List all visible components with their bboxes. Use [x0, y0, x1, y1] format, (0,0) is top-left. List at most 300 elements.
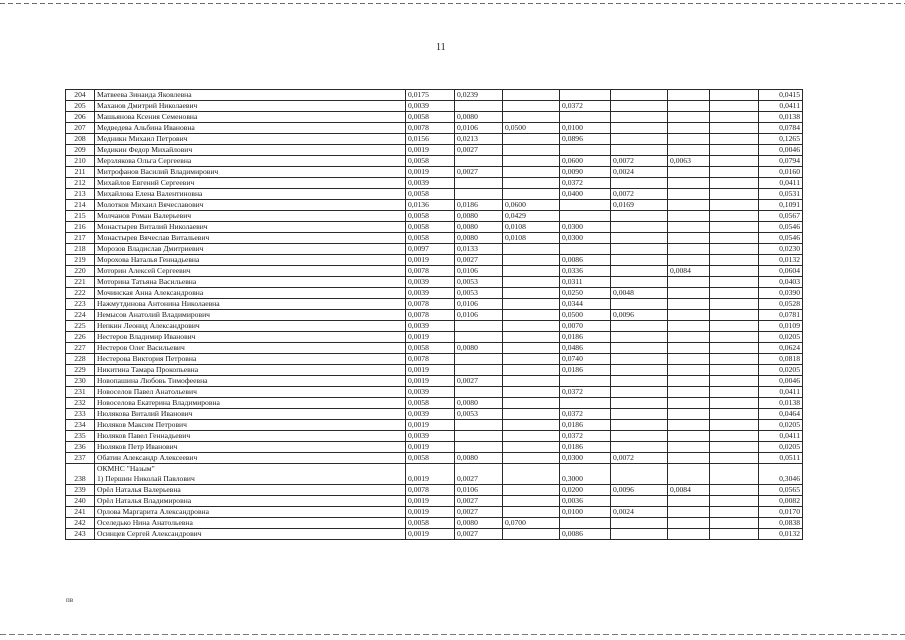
share-total-cell: 0,0624 [759, 343, 803, 354]
share-total-cell: 0,1091 [759, 200, 803, 211]
share-value-cell [668, 507, 710, 518]
share-value-cell [455, 101, 503, 112]
share-value-cell: 0,0053 [455, 288, 503, 299]
share-value-cell [710, 507, 759, 518]
share-total-cell: 0,0781 [759, 310, 803, 321]
share-value-cell: 0,0078 [406, 266, 455, 277]
row-number: 225 [66, 321, 95, 332]
share-value-cell [611, 233, 668, 244]
row-number: 234 [66, 420, 95, 431]
share-value-cell [611, 496, 668, 507]
share-value-cell: 0,0080 [455, 233, 503, 244]
holder-subname: 1) Першин Николай Павлович [97, 474, 195, 483]
share-value-cell [668, 321, 710, 332]
share-value-cell [668, 145, 710, 156]
share-value-cell [560, 518, 611, 529]
share-value-cell [611, 518, 668, 529]
table-row [66, 277, 803, 288]
share-value-cell [710, 332, 759, 343]
holder-name: Мочинская Анна Александровна [95, 288, 406, 299]
share-value-cell [611, 365, 668, 376]
share-value-cell [668, 255, 710, 266]
share-value-cell [668, 496, 710, 507]
share-value-cell: 0,0100 [560, 123, 611, 134]
holder-name: Монастырев Вячеслав Витальевич [95, 233, 406, 244]
share-total-cell: 0,0411 [759, 178, 803, 189]
share-value-cell: 0,0058 [406, 211, 455, 222]
share-value-cell: 0,0097 [406, 244, 455, 255]
share-value-cell: 0,0078 [406, 123, 455, 134]
table-row [66, 464, 803, 485]
share-total-cell: 0,0411 [759, 431, 803, 442]
share-value-cell: 0,0400 [560, 189, 611, 200]
share-value-cell [611, 90, 668, 101]
share-value-cell [611, 255, 668, 266]
holder-name: Орёл Наталья Валерьевна [95, 485, 406, 496]
share-value-cell [455, 156, 503, 167]
share-total-cell: 0,0205 [759, 420, 803, 431]
share-value-cell: 0,0336 [560, 266, 611, 277]
share-value-cell [503, 365, 560, 376]
share-total-cell: 0,1265 [759, 134, 803, 145]
share-value-cell: 0,0084 [668, 485, 710, 496]
holder-name: Нестеров Олег Васильевич [95, 343, 406, 354]
share-total-cell: 0,0604 [759, 266, 803, 277]
share-value-cell: 0,0078 [406, 299, 455, 310]
scan-edge-bottom [0, 634, 905, 635]
share-value-cell [710, 167, 759, 178]
share-value-cell: 0,0372 [560, 409, 611, 420]
share-value-cell [503, 507, 560, 518]
share-total-cell: 0,0170 [759, 507, 803, 518]
share-value-cell: 0,0058 [406, 189, 455, 200]
share-value-cell [710, 310, 759, 321]
share-value-cell: 0,0429 [503, 211, 560, 222]
share-value-cell: 0,0600 [560, 156, 611, 167]
share-value-cell [560, 112, 611, 123]
share-total-cell: 0,0546 [759, 222, 803, 233]
share-value-cell [668, 277, 710, 288]
row-number: 215 [66, 211, 95, 222]
row-number: 220 [66, 266, 95, 277]
table-row [66, 310, 803, 321]
share-value-cell: 0,0344 [560, 299, 611, 310]
holder-name: Новопашина Любовь Тимофеевна [95, 376, 406, 387]
row-number: 237 [66, 453, 95, 464]
share-value-cell [668, 442, 710, 453]
share-value-cell [503, 167, 560, 178]
share-value-cell: 0,0058 [406, 518, 455, 529]
share-value-cell [710, 529, 759, 540]
share-total-cell: 0,0531 [759, 189, 803, 200]
holder-name: Медикин Федор Михайлович [95, 145, 406, 156]
share-value-cell: 0,0372 [560, 431, 611, 442]
share-value-cell: 0,0186 [560, 442, 611, 453]
table-row [66, 222, 803, 233]
row-number: 219 [66, 255, 95, 266]
share-value-cell [455, 431, 503, 442]
share-value-cell: 0,0200 [560, 485, 611, 496]
holder-name: ОКМНС "Назым" [97, 464, 155, 473]
holder-name: Никитина Тамара Прокопьевна [95, 365, 406, 376]
share-value-cell: 0,0186 [560, 365, 611, 376]
share-value-cell: 0,0053 [455, 409, 503, 420]
share-value-cell: 0,0039 [406, 288, 455, 299]
share-value-cell [503, 431, 560, 442]
share-value-cell [455, 354, 503, 365]
row-number: 208 [66, 134, 95, 145]
share-value-cell [668, 112, 710, 123]
share-value-cell [611, 145, 668, 156]
share-value-cell [710, 123, 759, 134]
share-value-cell: 0,0096 [611, 310, 668, 321]
share-value-cell: 0,0027 [455, 145, 503, 156]
holder-name: Морохова Наталья Геннадьевна [95, 255, 406, 266]
share-value-cell [503, 255, 560, 266]
share-value-cell [611, 277, 668, 288]
holder-name: Нажмутдинова Антонина Николаевна [95, 299, 406, 310]
share-value-cell [668, 398, 710, 409]
share-value-cell [710, 387, 759, 398]
share-value-cell [455, 178, 503, 189]
holder-name: Молотков Михаил Вячеславович [95, 200, 406, 211]
table-row [66, 90, 803, 101]
share-value-cell [503, 156, 560, 167]
share-value-cell [710, 464, 759, 485]
share-value-cell [668, 332, 710, 343]
share-total-cell: 0,0403 [759, 277, 803, 288]
share-value-cell: 0,0078 [406, 310, 455, 321]
share-value-cell [455, 332, 503, 343]
row-number: 238 [66, 464, 95, 485]
row-number: 204 [66, 90, 95, 101]
share-value-cell [503, 485, 560, 496]
corner-mark: пв [66, 596, 74, 604]
share-value-cell [668, 134, 710, 145]
share-value-cell [668, 189, 710, 200]
share-value-cell: 0,0078 [406, 485, 455, 496]
share-total-cell: 0,0160 [759, 167, 803, 178]
share-total-cell: 0,0390 [759, 288, 803, 299]
share-value-cell [611, 211, 668, 222]
row-number: 226 [66, 332, 95, 343]
share-value-cell [710, 255, 759, 266]
share-value-cell [455, 189, 503, 200]
row-number: 211 [66, 167, 95, 178]
share-value-cell: 0,0039 [406, 277, 455, 288]
holder-name: Оселедько Нина Анатольевна [95, 518, 406, 529]
share-value-cell [710, 189, 759, 200]
share-value-cell [710, 178, 759, 189]
share-value-cell [710, 233, 759, 244]
share-value-cell [710, 90, 759, 101]
table-row [66, 211, 803, 222]
table-row [66, 101, 803, 112]
row-number: 236 [66, 442, 95, 453]
share-value-cell [611, 529, 668, 540]
table-row [66, 123, 803, 134]
share-total-cell: 0,0230 [759, 244, 803, 255]
share-value-cell [455, 321, 503, 332]
share-value-cell [668, 288, 710, 299]
share-value-cell [611, 178, 668, 189]
holder-name: Михайлов Евгений Сергеевич [95, 178, 406, 189]
share-value-cell [710, 112, 759, 123]
share-value-cell [503, 310, 560, 321]
table-row [66, 420, 803, 431]
share-value-cell: 0,0039 [406, 321, 455, 332]
share-value-cell: 0,0090 [560, 167, 611, 178]
share-value-cell: 0,0027 [455, 496, 503, 507]
share-value-cell: 0,0053 [455, 277, 503, 288]
share-value-cell [503, 343, 560, 354]
holder-name: Нюляков Максим Петрович [95, 420, 406, 431]
row-number: 213 [66, 189, 95, 200]
table-row [66, 387, 803, 398]
share-total-cell: 0,0132 [759, 529, 803, 540]
row-number: 233 [66, 409, 95, 420]
holder-name: Мерзлякова Ольга Сергеевна [95, 156, 406, 167]
table-row [66, 485, 803, 496]
share-value-cell [710, 222, 759, 233]
table-row [66, 288, 803, 299]
share-value-cell: 0,3000 [560, 464, 611, 485]
share-value-cell [668, 409, 710, 420]
share-total-cell: 0,0784 [759, 123, 803, 134]
share-value-cell [668, 376, 710, 387]
share-value-cell [611, 112, 668, 123]
share-value-cell: 0,0039 [406, 431, 455, 442]
holder-name: Монастырев Виталий Николаевич [95, 222, 406, 233]
holder-name: Митрофанов Василий Владимирович [95, 167, 406, 178]
share-value-cell: 0,0096 [611, 485, 668, 496]
holder-name: Моторина Татьяна Васильевна [95, 277, 406, 288]
share-value-cell [710, 156, 759, 167]
share-value-cell: 0,0072 [611, 156, 668, 167]
share-value-cell [503, 321, 560, 332]
row-number: 228 [66, 354, 95, 365]
share-value-cell [710, 299, 759, 310]
table-row [66, 189, 803, 200]
row-number: 242 [66, 518, 95, 529]
share-total-cell: 0,0205 [759, 332, 803, 343]
share-value-cell [668, 387, 710, 398]
table-row [66, 266, 803, 277]
share-value-cell: 0,0300 [560, 453, 611, 464]
share-value-cell [710, 442, 759, 453]
share-value-cell [503, 453, 560, 464]
row-number: 210 [66, 156, 95, 167]
share-value-cell: 0,0108 [503, 233, 560, 244]
share-value-cell: 0,0136 [406, 200, 455, 211]
share-value-cell [668, 101, 710, 112]
table-row [66, 343, 803, 354]
share-value-cell [560, 244, 611, 255]
row-number: 214 [66, 200, 95, 211]
share-value-cell [668, 453, 710, 464]
share-value-cell: 0,0080 [455, 518, 503, 529]
share-value-cell [710, 244, 759, 255]
share-value-cell [503, 529, 560, 540]
share-value-cell: 0,0070 [560, 321, 611, 332]
share-total-cell: 0,0565 [759, 485, 803, 496]
share-value-cell [611, 134, 668, 145]
share-value-cell [560, 90, 611, 101]
holder-name: Машьянова Ксения Семеновна [95, 112, 406, 123]
share-value-cell [560, 145, 611, 156]
table-row [66, 244, 803, 255]
share-value-cell: 0,0058 [406, 156, 455, 167]
share-value-cell: 0,0058 [406, 112, 455, 123]
row-number: 230 [66, 376, 95, 387]
share-value-cell: 0,0213 [455, 134, 503, 145]
row-number: 240 [66, 496, 95, 507]
share-value-cell: 0,0058 [406, 453, 455, 464]
share-value-cell [611, 387, 668, 398]
holder-name: Новоселов Павел Анатольевич [95, 387, 406, 398]
share-value-cell: 0,0106 [455, 310, 503, 321]
share-value-cell: 0,0039 [406, 387, 455, 398]
share-value-cell [668, 518, 710, 529]
share-value-cell: 0,0036 [560, 496, 611, 507]
share-value-cell: 0,0080 [455, 211, 503, 222]
share-value-cell: 0,0019 [406, 496, 455, 507]
share-table [65, 89, 803, 540]
table-row [66, 112, 803, 123]
share-value-cell: 0,0896 [560, 134, 611, 145]
holder-name: Михайлова Елена Валентиновна [95, 189, 406, 200]
share-value-cell: 0,0039 [406, 409, 455, 420]
share-value-cell [668, 299, 710, 310]
holder-name: Нюляков Петр Иванович [95, 442, 406, 453]
row-number: 209 [66, 145, 95, 156]
row-number: 227 [66, 343, 95, 354]
share-value-cell [503, 244, 560, 255]
share-value-cell: 0,0024 [611, 507, 668, 518]
share-value-cell [668, 420, 710, 431]
holder-name: Моторин Алексей Сергеевич [95, 266, 406, 277]
share-total-cell: 0,0082 [759, 496, 803, 507]
share-value-cell: 0,0700 [503, 518, 560, 529]
share-value-cell: 0,0084 [668, 266, 710, 277]
share-value-cell [560, 200, 611, 211]
share-value-cell [710, 277, 759, 288]
share-value-cell [503, 354, 560, 365]
share-value-cell: 0,0106 [455, 123, 503, 134]
share-value-cell: 0,0039 [406, 178, 455, 189]
share-value-cell: 0,0019 [406, 507, 455, 518]
share-value-cell [611, 244, 668, 255]
share-value-cell: 0,0063 [668, 156, 710, 167]
share-value-cell [503, 288, 560, 299]
share-value-cell: 0,0027 [455, 529, 503, 540]
share-value-cell: 0,0300 [560, 233, 611, 244]
share-value-cell [710, 453, 759, 464]
share-value-cell: 0,0080 [455, 222, 503, 233]
share-value-cell [503, 90, 560, 101]
share-value-cell: 0,0106 [455, 266, 503, 277]
holder-name: Обатин Александр Алексеевич [95, 453, 406, 464]
share-value-cell [611, 398, 668, 409]
share-total-cell: 0,0046 [759, 145, 803, 156]
scan-edge-top [0, 3, 905, 4]
table-body [66, 90, 803, 540]
share-value-cell [710, 409, 759, 420]
table-row [66, 156, 803, 167]
share-total-cell: 0,0205 [759, 442, 803, 453]
share-value-cell [611, 343, 668, 354]
share-value-cell [503, 496, 560, 507]
holder-name: Морозов Владислав Дмитриевич [95, 244, 406, 255]
share-value-cell [710, 200, 759, 211]
share-value-cell [611, 266, 668, 277]
share-value-cell: 0,0186 [560, 332, 611, 343]
share-value-cell: 0,0058 [406, 222, 455, 233]
share-total-cell: 0,0546 [759, 233, 803, 244]
share-value-cell [710, 365, 759, 376]
row-number: 207 [66, 123, 95, 134]
share-value-cell [668, 343, 710, 354]
holder-name: Матвеева Зинаида Яковлевна [95, 90, 406, 101]
share-value-cell: 0,0027 [455, 255, 503, 266]
row-number: 223 [66, 299, 95, 310]
share-value-cell: 0,0058 [406, 233, 455, 244]
holder-name: Нестерова Виктория Петровна [95, 354, 406, 365]
holder-name: Нюлякова Виталий Иванович [95, 409, 406, 420]
share-value-cell [503, 442, 560, 453]
share-value-cell [668, 123, 710, 134]
share-value-cell: 0,0058 [406, 398, 455, 409]
share-value-cell [503, 189, 560, 200]
share-value-cell [455, 387, 503, 398]
holder-name: Осинцев Сергей Александрович [95, 529, 406, 540]
share-value-cell [710, 376, 759, 387]
share-value-cell: 0,0156 [406, 134, 455, 145]
share-total-cell: 0,0132 [759, 255, 803, 266]
share-value-cell [503, 464, 560, 485]
share-total-cell: 0,0415 [759, 90, 803, 101]
share-value-cell: 0,0311 [560, 277, 611, 288]
share-value-cell [455, 365, 503, 376]
table-row [66, 376, 803, 387]
row-number: 235 [66, 431, 95, 442]
share-value-cell [710, 288, 759, 299]
share-value-cell: 0,0027 [455, 167, 503, 178]
table-row [66, 332, 803, 343]
share-value-cell: 0,0024 [611, 167, 668, 178]
share-value-cell: 0,0027 [455, 507, 503, 518]
row-number: 205 [66, 101, 95, 112]
share-value-cell: 0,0186 [560, 420, 611, 431]
share-value-cell [668, 178, 710, 189]
share-value-cell: 0,0019 [406, 464, 455, 485]
share-value-cell [611, 321, 668, 332]
row-number: 232 [66, 398, 95, 409]
row-number: 243 [66, 529, 95, 540]
share-value-cell [668, 233, 710, 244]
table-row [66, 321, 803, 332]
share-value-cell: 0,0372 [560, 387, 611, 398]
table-row [66, 409, 803, 420]
holder-name: Орёл Наталья Владимировна [95, 496, 406, 507]
share-value-cell [668, 354, 710, 365]
share-value-cell: 0,0078 [406, 354, 455, 365]
row-number: 206 [66, 112, 95, 123]
share-total-cell: 0,3046 [759, 464, 803, 485]
share-value-cell [455, 442, 503, 453]
table-row [66, 507, 803, 518]
share-value-cell [560, 398, 611, 409]
